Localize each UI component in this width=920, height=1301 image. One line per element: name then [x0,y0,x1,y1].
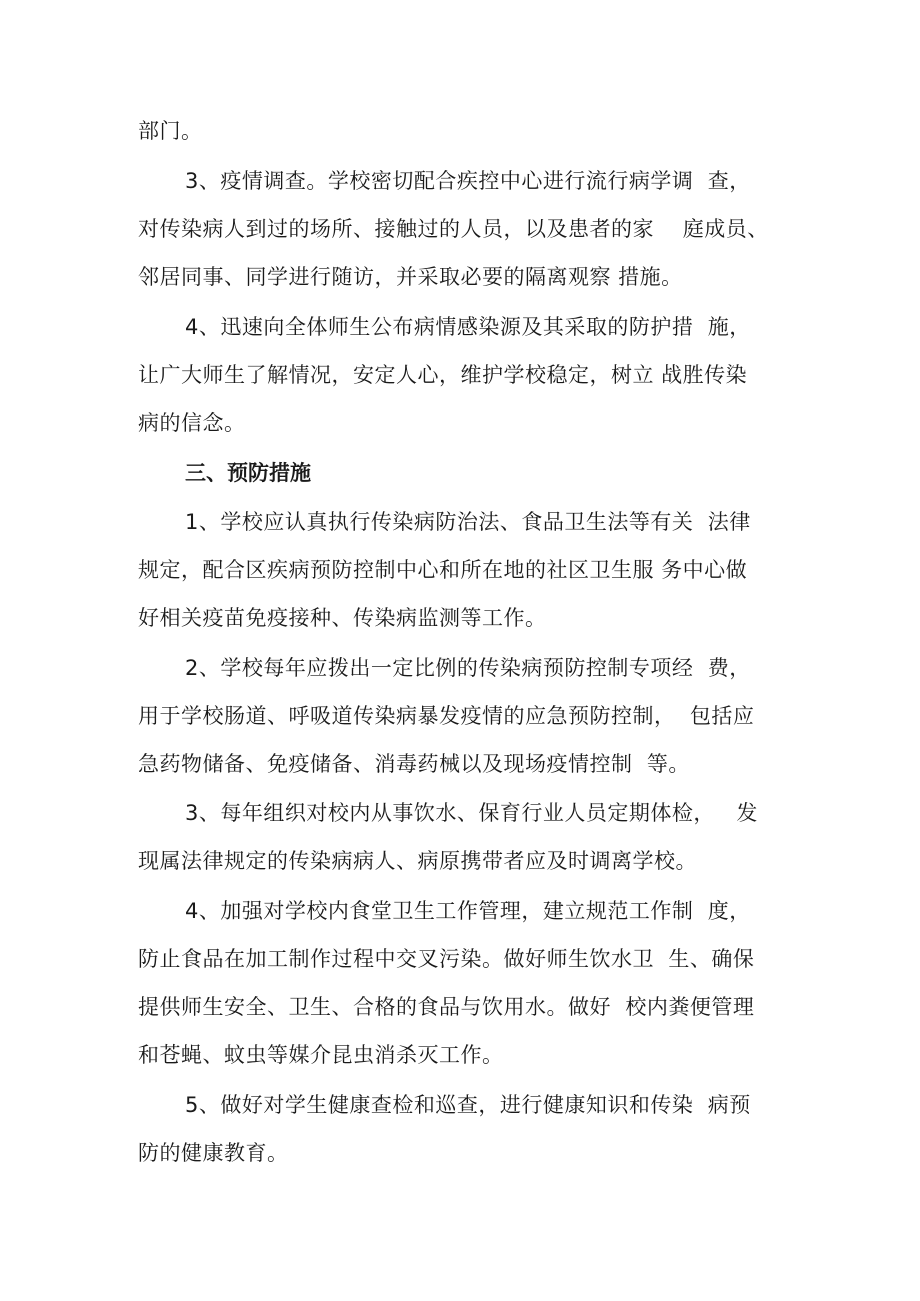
paragraph-line: 急药物储备、免疫储备、消毒药械以及现场疫情控制 等。 [138,752,690,776]
paragraph-line: 防的健康教育。 [138,1141,289,1165]
paragraph-line: 4、迅速向全体师生公布病情感染源及其采取的防护措 施， [185,315,751,339]
paragraph-line: 4、加强对学校内食堂卫生工作管理，建立规范工作制 度， [185,899,751,923]
paragraph-line: 让广大师生了解情况，安定人心，维护学校稳定，树立 战胜传染 [138,363,748,387]
paragraph-line: 5、做好对学生健康查检和巡查，进行健康知识和传染 病预 [185,1093,751,1117]
paragraph-line: 邻居同事、同学进行随访，并采取必要的隔离观察 措施。 [138,265,683,289]
paragraph-line: 对传染病人到过的场所、接触过的人员，以及患者的家 庭成员、 [138,217,769,241]
paragraph-line: 好相关疫苗免疫接种、传染病监测等工作。 [138,606,547,630]
paragraph-line: 2、学校每年应拨出一定比例的传染病预防控制专项经 费， [185,656,751,680]
paragraph-line: 规定，配合区疾病预防控制中心和所在地的社区卫生服 务中心做 [138,558,748,582]
paragraph-line: 用于学校肠道、呼吸道传染病暴发疫情的应急预防控制， 包括应 [138,704,755,728]
paragraph-line: 和苍蝇、蚊虫等媒介昆虫消杀灭工作。 [138,1043,504,1067]
section-heading: 三、预防措施 [185,461,311,485]
paragraph-line: 现属法律规定的传染病病人、病原携带者应及时调离学校。 [138,849,697,873]
paragraph-line: 病的信念。 [138,411,246,435]
paragraph-line: 3、每年组织对校内从事饮水、保育行业人员定期体检， 发 [185,801,758,825]
paragraph-line: 提供师生安全、卫生、合格的食品与饮用水。做好 校内粪便管理 [138,995,755,1019]
paragraph-line: 1、学校应认真执行传染病防治法、食品卫生法等有关 法律 [185,510,751,534]
paragraph-line: 防止食品在加工制作过程中交叉污染。做好师生饮水卫 生、确保 [138,947,755,971]
paragraph-line: 3、疫情调查。学校密切配合疾控中心进行流行病学调 查， [185,169,751,193]
paragraph-line: 部门。 [138,119,203,143]
